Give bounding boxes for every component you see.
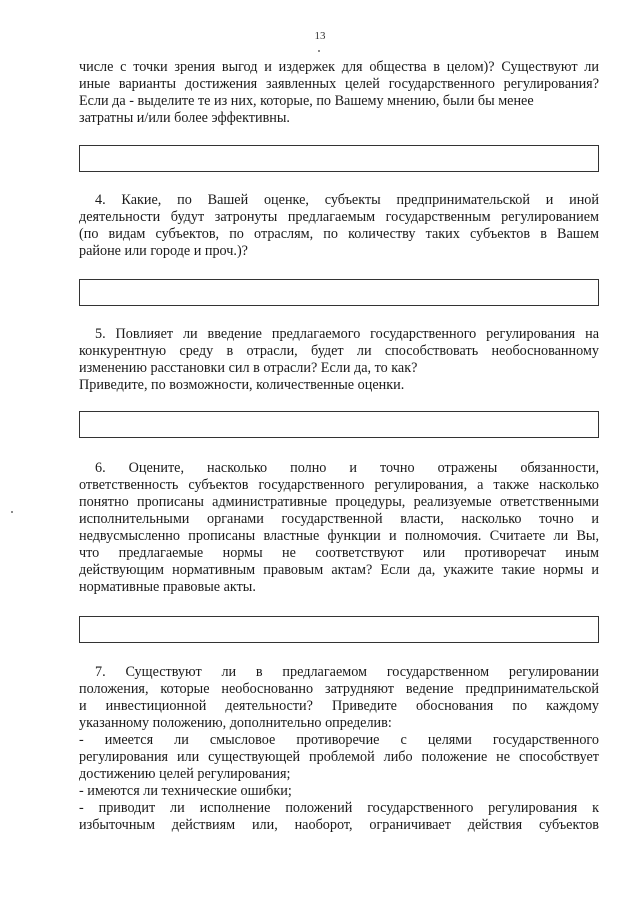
text-line: ответственность субъектов государственного регулирования, а также насколько <box>79 477 599 493</box>
text-line: 5. Повлияет ли введение предлагаемого государственного регулирования на <box>95 326 599 342</box>
answer-field-3[interactable] <box>79 145 599 172</box>
text-line: районе или городе и проч.)? <box>79 243 248 259</box>
list-item: - имеется ли смысловое противоречие с целями государственного <box>79 732 599 748</box>
text-line: и инвестиционной деятельности? Приведите обоснования по каждому <box>79 698 599 714</box>
text-line: положения, которые необоснованно затрудняют ведение предпринимательской <box>79 681 599 697</box>
page-number: 13 <box>314 30 326 42</box>
text-line: что предлагаемые нормы не соответствуют или противоречат иным <box>79 545 599 561</box>
text-line: конкурентную среду в отрасли, будет ли способствовать необоснованному <box>79 343 599 359</box>
scan-speck <box>318 50 320 52</box>
text-line: нормативные правовые акты. <box>79 579 256 595</box>
text-line: исполнительными органами государственной власти, насколько точно и <box>79 511 599 527</box>
answer-field-6[interactable] <box>79 616 599 643</box>
text-line: избыточным действиям или, наоборот, ограничивает действия субъектов <box>79 817 599 833</box>
text-line: действующим нормативным правовым актам? Если да, укажите такие нормы и <box>79 562 599 578</box>
text-line: иные варианты достижения заявленных целей государственного регулирования? <box>79 76 599 92</box>
answer-field-4[interactable] <box>79 279 599 306</box>
text-line: 4. Какие, по Вашей оценке, субъекты предпринимательской и иной <box>95 192 599 208</box>
question-7 <box>79 664 599 834</box>
text-line: понятно прописаны административные процедуры, реализуемые ответственными <box>79 494 599 510</box>
text-line: затратны и/или более эффективны. <box>79 110 290 126</box>
question-4 <box>79 192 599 260</box>
text-line: указанному положению, дополнительно определив: <box>79 715 392 731</box>
text-line: регулирования или существующей проблемой либо положение не способствует <box>79 749 599 765</box>
text-line: Если да - выделите те из них, которые, по Вашему мнению, были бы менее <box>79 93 534 109</box>
text-line: изменению расстановки сил в отрасли? Если да, то как? <box>79 360 418 376</box>
question-5 <box>79 326 599 394</box>
text-line: недвусмысленно прописаны властные функции и полномочия. Считаете ли Вы, <box>79 528 599 544</box>
text-line: достижению целей регулирования; <box>79 766 291 782</box>
list-item: - приводит ли исполнение положений государственного регулирования к <box>79 800 599 816</box>
question-3-continuation <box>79 59 599 127</box>
answer-field-5[interactable] <box>79 411 599 438</box>
scan-speck <box>11 511 13 513</box>
list-item: - имеются ли технические ошибки; <box>79 783 292 799</box>
question-6 <box>79 460 599 596</box>
text-line: 6. Оцените, насколько полно и точно отражены обязанности, <box>95 460 599 476</box>
text-line: деятельности будут затронуты предлагаемым государственным регулированием <box>79 209 599 225</box>
text-line: Приведите, по возможности, количественные оценки. <box>79 377 405 393</box>
text-line: (по видам субъектов, по отраслям, по количеству таких субъектов в Вашем <box>79 226 599 242</box>
text-line: числе с точки зрения выгод и издержек для общества в целом)? Существуют ли <box>79 59 599 75</box>
text-line: 7. Существуют ли в предлагаемом государственном регулировании <box>95 664 599 680</box>
